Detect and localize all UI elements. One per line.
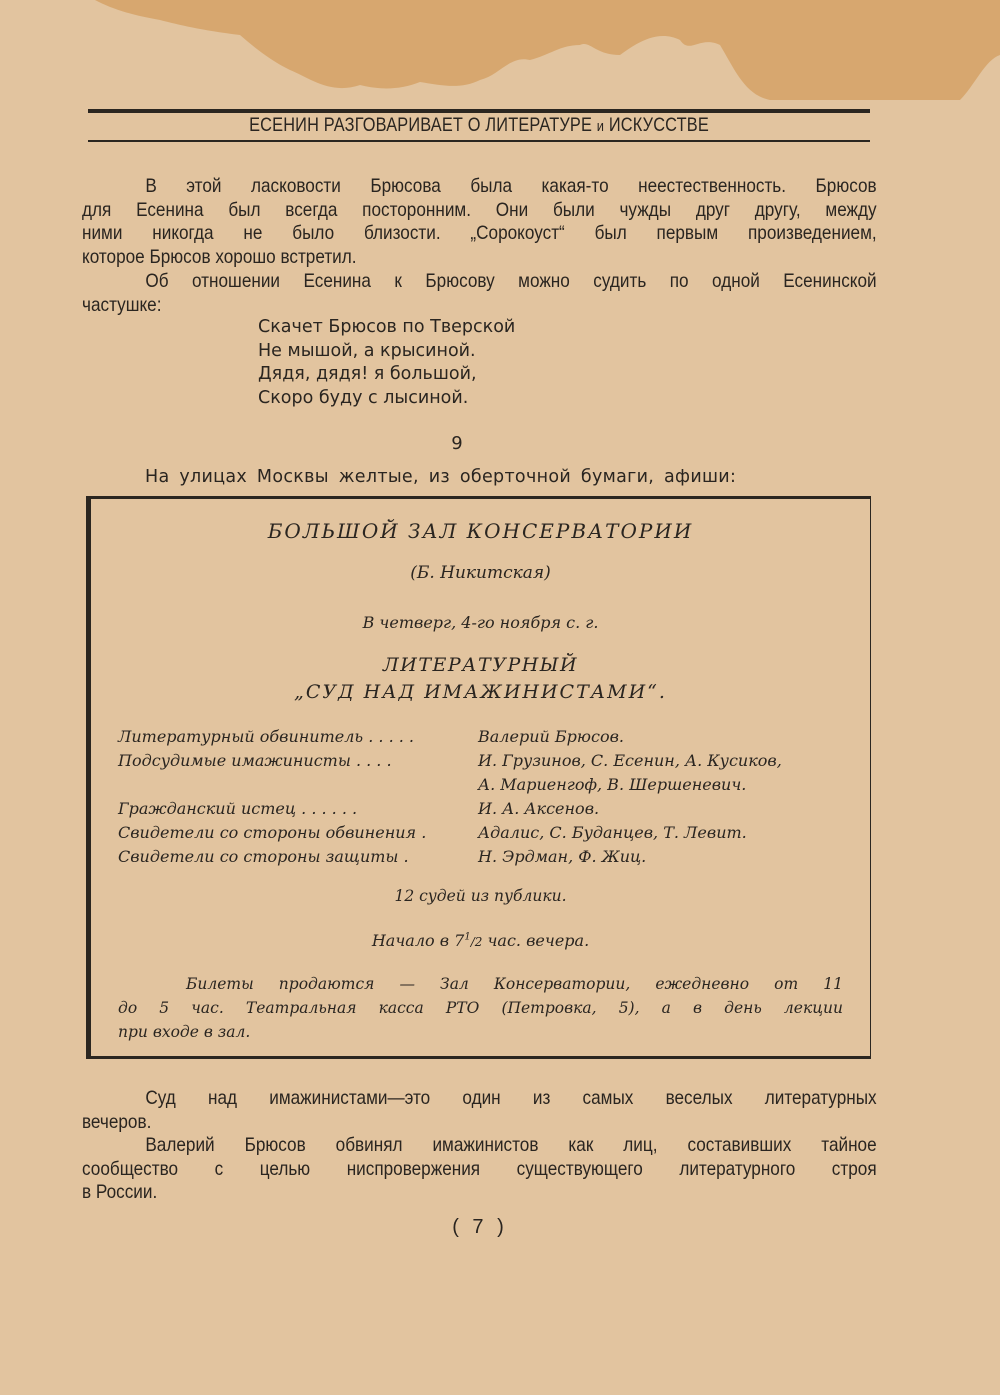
verse-line: Не мышой, а крысиной.: [258, 340, 476, 361]
paragraph-line: Об отношении Есенина к Брюсову можно судить по одной Есенинской: [145, 270, 877, 292]
poster-street: (Б. Никитская): [410, 563, 551, 583]
verse-line: Дядя, дядя! я большой,: [258, 364, 477, 384]
tickets-line: Билеты продаются — Зал Консерватории, ежедневно от 11: [186, 975, 843, 993]
paragraph-line: Суд над имажинистами—это один из самых веселых литературных: [145, 1087, 877, 1109]
cast-names: Н. Эрдман, Ф. Жиц.: [478, 847, 647, 866]
verse-line: Скоро буду с лысиной.: [258, 387, 469, 408]
cast-role: Свидетели со стороны обвинения .: [118, 823, 427, 842]
cast-role: Гражданский истец . . . . . .: [118, 799, 358, 818]
paragraph-line: В этой ласковости Брюсова была какая-то неестественность. Брюсов: [145, 175, 877, 197]
poster-tickets-info: [118, 972, 843, 1044]
cast-names: И. А. Аксенов.: [478, 799, 600, 818]
paragraph-line: которое Брюсов хорошо встретил.: [82, 245, 357, 268]
paragraph-line: вечеров.: [82, 1110, 152, 1133]
page-number: ( 7 ): [452, 1216, 508, 1238]
running-head: [143, 115, 816, 137]
paragraph-line: для Есенина был всегда посторонним. Они были чужды друг другу, между: [82, 198, 877, 221]
poster-box: [86, 496, 871, 1059]
paragraph-2: [82, 270, 877, 317]
header-rule-top: [88, 109, 870, 113]
start-fraction-numerator: 1: [464, 931, 471, 943]
tickets-line: при входе в зал.: [118, 1023, 251, 1041]
paragraph-1: [82, 175, 877, 269]
paragraph-line: частушке:: [82, 293, 162, 316]
running-head-part3: ИСКУССТВЕ: [608, 115, 709, 136]
poster-venue: БОЛЬШОЙ ЗАЛ КОНСЕРВАТОРИИ: [267, 519, 694, 543]
running-head-part2: и: [596, 118, 605, 135]
start-prefix: Начало в 7: [371, 931, 465, 950]
paragraph-3: [82, 1087, 877, 1134]
chastushka-verse: [258, 316, 515, 410]
verse-line: Скачет Брюсов по Тверской: [258, 317, 516, 337]
paragraph-line: Валерий Брюсов обвинял имажинистов как лиц, составивших тайное: [145, 1134, 877, 1156]
cast-names: И. Грузинов, С. Есенин, А. Кусиков,: [478, 751, 782, 770]
paragraph-line: ними никогда не было близости. „Сорокоуст“ был первым произведением,: [82, 222, 877, 244]
poster-judges: 12 судей из публики.: [394, 887, 567, 905]
poster-intro-line: На улицах Москвы желтые, из оберточной бумаги, афиши:: [145, 467, 737, 487]
cast-role: Подсудимые имажинисты . . . .: [118, 751, 392, 770]
paragraph-4: [82, 1134, 877, 1205]
start-fraction-denominator: /2: [470, 935, 483, 949]
poster-start-time: [91, 931, 870, 950]
cast-role: Литературный обвинитель . . . . .: [118, 727, 414, 746]
cast-role: Свидетели со стороны защиты .: [118, 847, 409, 866]
section-number: 9: [451, 433, 463, 454]
running-head-part1: ЕСЕНИН РАЗГОВАРИВАЕТ О ЛИТЕРАТУРЕ: [249, 115, 593, 136]
poster-date: В четверг, 4-го ноября с. г.: [362, 613, 599, 632]
paragraph-line: в России.: [82, 1181, 158, 1203]
water-stain: [0, 0, 1000, 110]
poster-title-line-2: „СУД НАД ИМАЖИНИСТАМИ“.: [294, 681, 667, 703]
tickets-line: до 5 час. Театральная касса РТО (Петровка, 5), а в день лекции: [118, 999, 843, 1017]
start-suffix: час. вечера.: [482, 931, 590, 950]
header-rule-bottom: [88, 140, 870, 142]
cast-names: А. Мариенгоф, В. Шершеневич.: [478, 775, 747, 794]
cast-names: Адалис, С. Буданцев, Т. Левит.: [478, 823, 747, 842]
paragraph-line: сообщество с целью ниспровержения существующего литературного строя: [82, 1157, 877, 1180]
poster-title-line-1: ЛИТЕРАТУРНЫЙ: [382, 654, 579, 676]
cast-names: Валерий Брюсов.: [478, 727, 624, 746]
